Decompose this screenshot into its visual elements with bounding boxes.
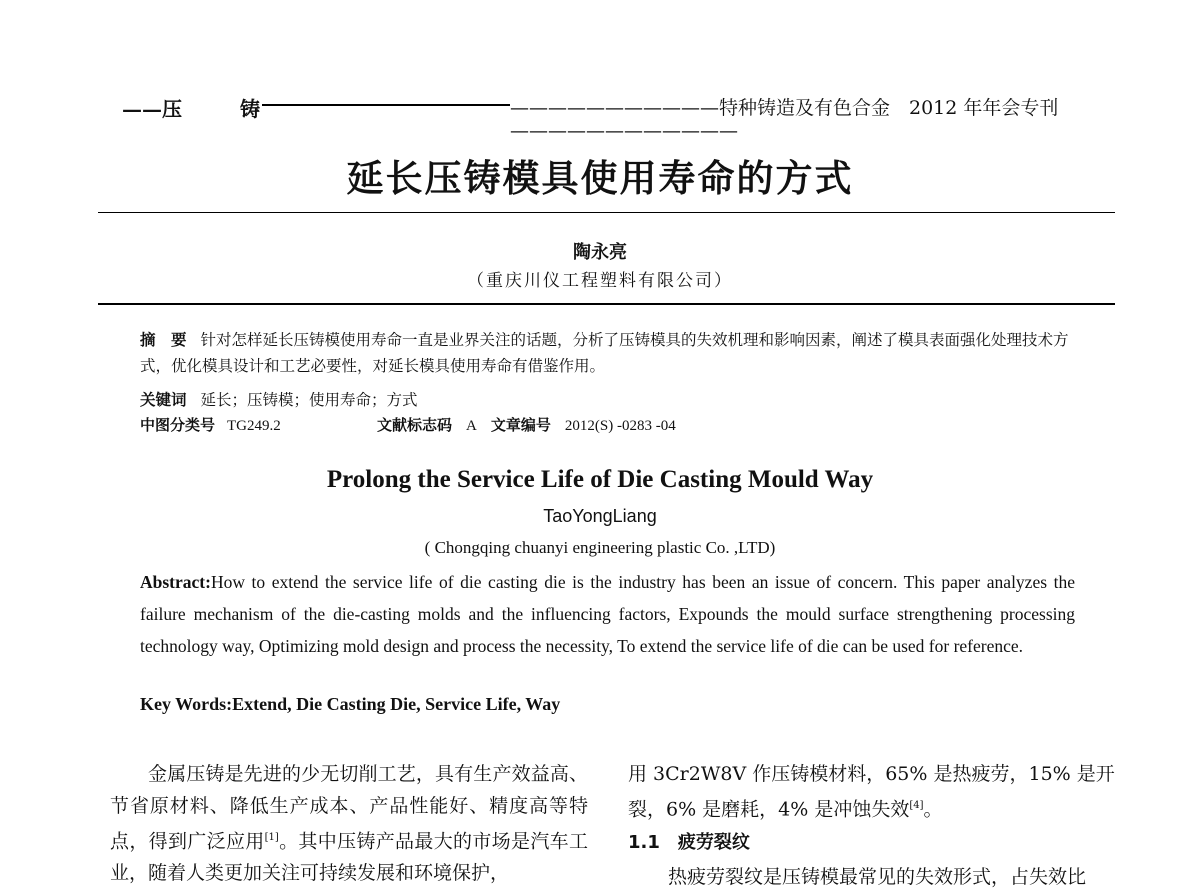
classification-line [140,414,676,435]
header-left-b: 铸 [240,97,260,121]
clc-label: 中图分类号 [140,416,216,434]
doc-code-label: 文献标志码 [377,416,453,434]
article-no-label: 文章编号 [490,416,551,434]
keywords-cn [140,388,418,410]
keywords-en-text: Extend, Die Casting Die, Service Life, Way [232,694,561,714]
abstract-cn-text: 针对怎样延长压铸模使用寿命一直是业界关注的话题，分析了压铸模具的失效机理和影响因素，阐述了模具表面强化处理技术方式，优化模具设计和工艺必要性，对延长模具使用寿命有借鉴作用。 [140,331,1069,375]
abstract-en-text: How to extend the service life of die casting die is the industry has been an issue of concern. This paper analyzes the failure mechanism of the die-casting molds and the influencing factors, Expounds the mould surface strengthening processing technology way, Optimizing mold design and process the necessity, To extend the service life of die can be used for reference. [140,572,1075,656]
section-title: 疲劳裂纹 [677,832,750,854]
keywords-cn-text: 延长；压铸模；使用寿命；方式 [200,391,418,409]
title-rule [98,212,1115,213]
abstract-cn [140,327,1070,379]
body-right-para-text: 用 3Cr2W8V 作压铸模材料，65% 是热疲劳，15% 是开裂，6% 是磨耗，4% 是冲蚀失效 [628,763,1115,821]
citation-1: [1] [264,832,279,843]
keywords-cn-label: 关键词 [140,390,187,409]
abstract-en [140,566,1075,662]
body-left-para: 金属压铸是先进的少无切削工艺，具有生产效益高、节省原材料、降低生产成本、产品性能好、精度高等特点，得到广泛应用 [110,763,588,853]
author-affiliation: （重庆川仪工程塑料有限公司） [467,271,733,291]
paper-title: 延长压铸模具使用寿命的方式 [346,156,854,200]
body-right-column [628,758,1118,893]
body-left-para2: 。其中压铸产品最大的市场是汽车工业，随着人类更加关注可持续发展和环境保护， [110,830,588,885]
running-header-issue: ———————————特种铸造及有色合金 2012 年年会专刊———————————— [510,97,1059,142]
author-name: 陶永亮 [573,242,627,263]
header-left-a: ——压 [122,97,182,121]
english-title: Prolong the Service Life of Die Casting Mould Way [326,466,874,493]
affiliation-rule [98,303,1115,305]
keywords-en [140,694,560,715]
section-number: 1.1 [628,832,660,854]
english-affiliation: ( Chongqing chuanyi engineering plastic Co. ,LTD) [424,538,776,557]
abstract-en-label: Abstract: [140,572,211,592]
english-author: TaoYongLiang [543,506,657,526]
body-right-para [628,758,1118,825]
running-header-journal [122,93,260,122]
section-heading-1-1 [628,827,1118,859]
body-right-para2: 热疲劳裂纹是压铸模最常见的失效形式，占失效比 [668,866,1087,889]
article-no-value: 2012(S) -0283 -04 [564,418,676,434]
clc-value: TG249.2 [227,418,281,434]
doc-code-value: A [466,418,477,434]
keywords-en-label: Key Words: [140,694,233,714]
abstract-cn-label: 摘 要 [140,330,187,349]
body-right-para-end: 。 [923,798,943,821]
body-left-column [110,758,588,889]
header-rule [262,104,510,106]
citation-4: [4] [909,800,924,811]
